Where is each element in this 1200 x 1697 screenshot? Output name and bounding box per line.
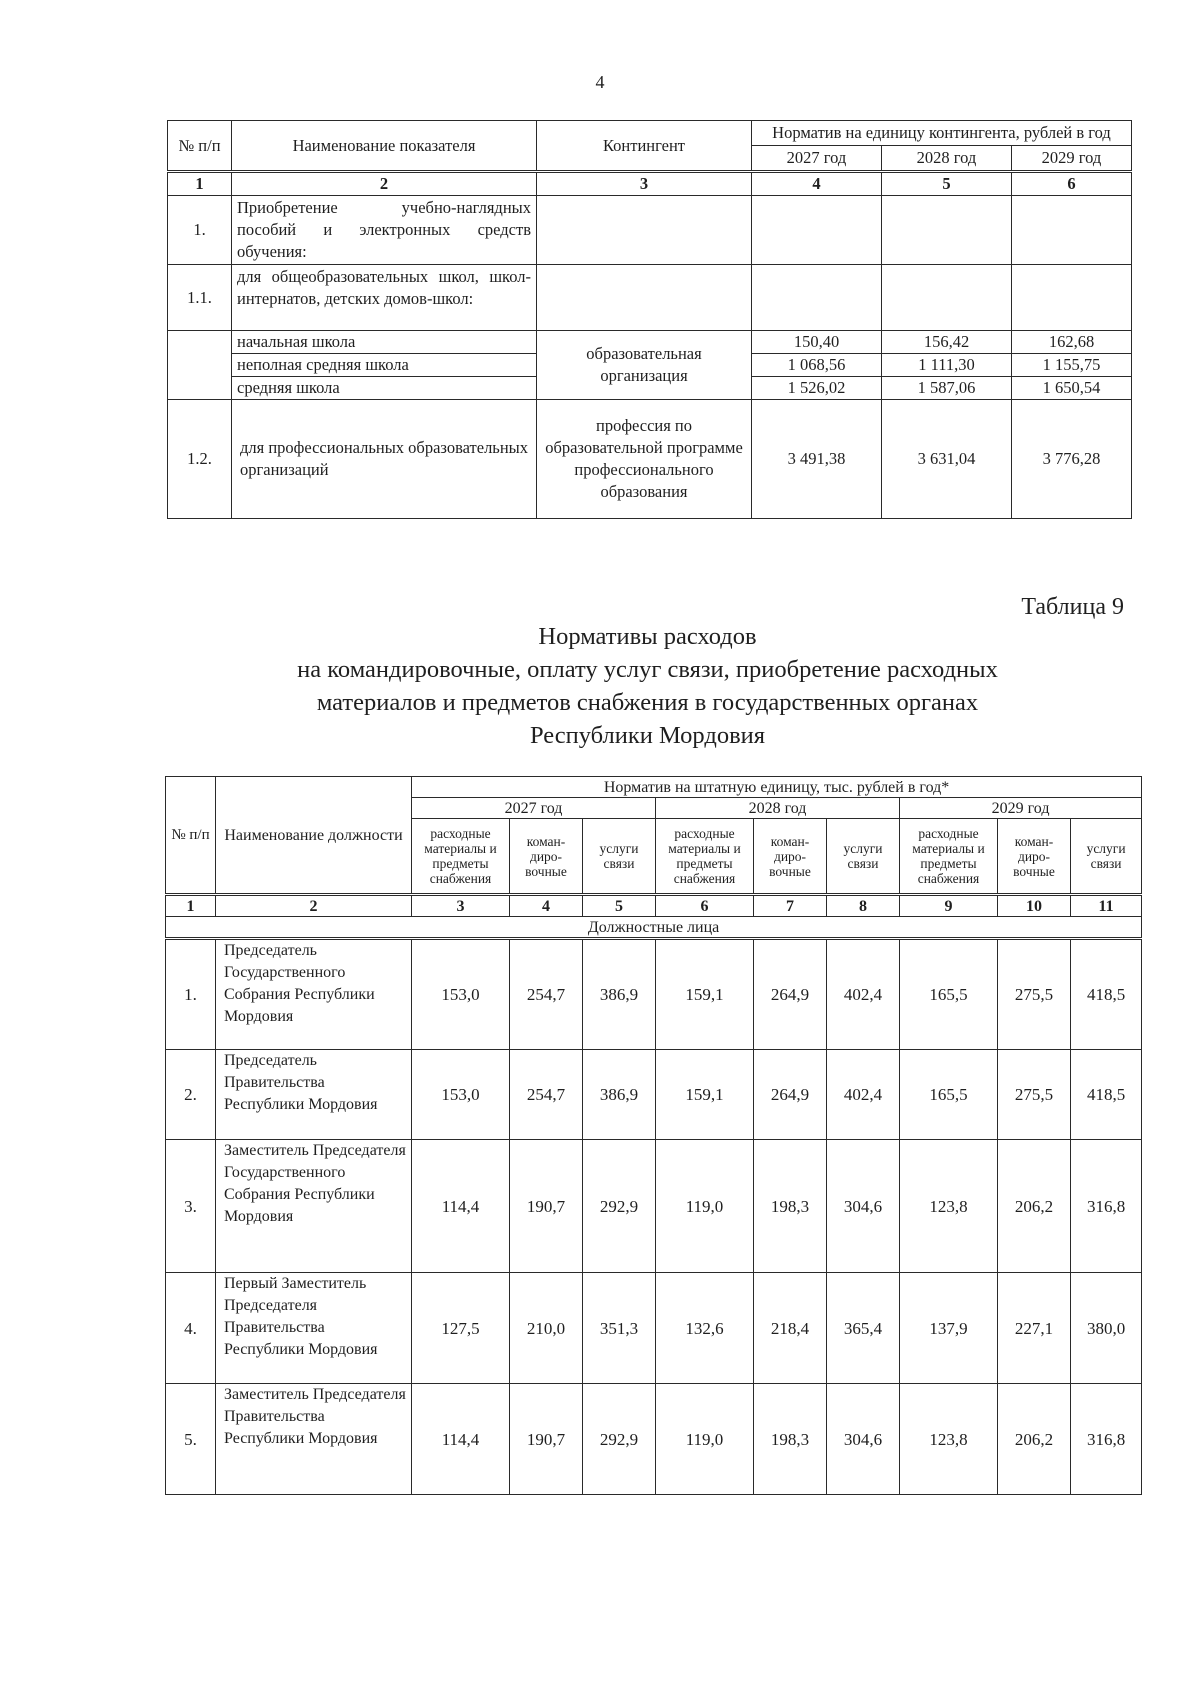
school-name: средняя школа (232, 377, 537, 400)
normative-value: 316,8 (1071, 1384, 1142, 1495)
table-row (168, 265, 1132, 331)
table-row (166, 1050, 1142, 1140)
row-value: 3 776,28 (1012, 400, 1132, 519)
normative-value: 132,6 (656, 1273, 754, 1384)
normative-value: 264,9 (754, 939, 827, 1050)
normative-value: 316,8 (1071, 1140, 1142, 1273)
title-line: Нормативы расходов (538, 623, 757, 650)
normative-value: 114,4 (412, 1140, 510, 1273)
school-value: 1 526,02 (752, 377, 882, 400)
row-num: 4. (166, 1273, 216, 1384)
section-row (166, 917, 1142, 939)
column-number: 10 (998, 895, 1071, 917)
position-name: Председатель Государственного Собрания Республики Мордовия (216, 939, 412, 1050)
normative-value: 165,5 (900, 939, 998, 1050)
school-value: 162,68 (1012, 331, 1132, 354)
row-value (882, 196, 1012, 265)
normative-value: 159,1 (656, 1050, 754, 1140)
table-row (166, 939, 1142, 1050)
row-num: 5. (166, 1384, 216, 1495)
column-number: 3 (537, 172, 752, 196)
column-number: 3 (412, 895, 510, 917)
normative-value: 292,9 (583, 1384, 656, 1495)
title-line: Республики Мордовия (529, 722, 766, 749)
row-num: 1. (166, 939, 216, 1050)
row-num: 2. (166, 1050, 216, 1140)
column-number: 6 (1012, 172, 1132, 196)
row-num (168, 331, 232, 400)
school-value: 156,42 (882, 331, 1012, 354)
normative-value: 402,4 (827, 1050, 900, 1140)
header-indicator: Наименование показателя (232, 121, 537, 172)
row-value (1012, 196, 1132, 265)
header-communication: услуги связи (1071, 819, 1142, 895)
normative-value: 275,5 (998, 939, 1071, 1050)
table-row (166, 1273, 1142, 1384)
normative-value: 418,5 (1071, 939, 1142, 1050)
normative-value: 127,5 (412, 1273, 510, 1384)
header-year: 2028 год (882, 146, 1012, 172)
normative-value: 114,4 (412, 1384, 510, 1495)
header-year: 2029 год (900, 798, 1142, 819)
normative-value: 153,0 (412, 939, 510, 1050)
header-travel: коман-диро-вочные (510, 819, 583, 895)
column-numbers-row (168, 172, 1132, 196)
column-number: 4 (752, 172, 882, 196)
expense-normatives-table (165, 776, 1142, 1495)
normative-value: 386,9 (583, 939, 656, 1050)
normative-value: 292,9 (583, 1140, 656, 1273)
row-name: Приобретение учебно-наглядных пособий и электронных средств обучения: (232, 196, 537, 265)
table-row (168, 331, 1132, 354)
header-communication: услуги связи (583, 819, 656, 895)
row-value: 3 631,04 (882, 400, 1012, 519)
normative-value: 123,8 (900, 1140, 998, 1273)
header-normative: Норматив на штатную единицу, тыс. рублей в год* (412, 777, 1142, 798)
column-number: 7 (754, 895, 827, 917)
table-row (166, 1384, 1142, 1495)
normative-value: 165,5 (900, 1050, 998, 1140)
school-name: начальная школа (232, 331, 537, 354)
header-communication: услуги связи (827, 819, 900, 895)
school-value: 1 155,75 (1012, 354, 1132, 377)
normative-value: 123,8 (900, 1384, 998, 1495)
column-number: 2 (232, 172, 537, 196)
normative-value: 402,4 (827, 939, 900, 1050)
normative-value: 264,9 (754, 1050, 827, 1140)
normative-value: 159,1 (656, 939, 754, 1050)
header-position: Наименование должности (216, 777, 412, 895)
normative-value: 351,3 (583, 1273, 656, 1384)
school-value: 1 111,30 (882, 354, 1012, 377)
school-value: 1 587,06 (882, 377, 1012, 400)
title-line: на командировочные, оплату услуг связи, приобретение расходных (297, 656, 998, 683)
column-number: 8 (827, 895, 900, 917)
column-number: 2 (216, 895, 412, 917)
column-number: 4 (510, 895, 583, 917)
header-num: № п/п (168, 121, 232, 172)
section-label: Должностные лица (166, 917, 1142, 939)
header-year: 2027 год (752, 146, 882, 172)
school-contingent: образовательная организация (537, 331, 752, 400)
row-num: 1.2. (168, 400, 232, 519)
position-name: Председатель Правительства Республики Мордовия (216, 1050, 412, 1140)
header-contingent: Контингент (537, 121, 752, 172)
table-row (166, 1140, 1142, 1273)
school-value: 1 650,54 (1012, 377, 1132, 400)
header-travel: коман-диро-вочные (754, 819, 827, 895)
positions-body (166, 939, 1142, 1495)
school-value: 1 068,56 (752, 354, 882, 377)
row-contingent: профессия по образовательной программе профессионального образования (537, 400, 752, 519)
row-num: 3. (166, 1140, 216, 1273)
normative-value: 119,0 (656, 1140, 754, 1273)
normative-value: 365,4 (827, 1273, 900, 1384)
position-name: Заместитель Председателя Государственного Собрания Республики Мордовия (216, 1140, 412, 1273)
row-num: 1. (168, 196, 232, 265)
normative-value: 418,5 (1071, 1050, 1142, 1140)
row-contingent (537, 265, 752, 331)
normative-value: 304,6 (827, 1140, 900, 1273)
normative-value: 190,7 (510, 1140, 583, 1273)
school-value: 150,40 (752, 331, 882, 354)
row-num: 1.1. (168, 265, 232, 331)
header-num: № п/п (166, 777, 216, 895)
table-label: Таблица 9 (1021, 594, 1124, 620)
row-value (752, 196, 882, 265)
header-materials: расходные материалы и предметы снабжения (412, 819, 510, 895)
title-line: материалов и предметов снабжения в государственных органах (316, 689, 979, 716)
column-number: 1 (168, 172, 232, 196)
normative-value: 137,9 (900, 1273, 998, 1384)
normative-value: 254,7 (510, 1050, 583, 1140)
row-name: для профессиональных образовательных организаций (232, 400, 537, 519)
position-name: Заместитель Председателя Правительства Республики Мордовия (216, 1384, 412, 1495)
normative-value: 119,0 (656, 1384, 754, 1495)
row-value (1012, 265, 1132, 331)
column-number: 9 (900, 895, 998, 917)
row-value (882, 265, 1012, 331)
table-title (0, 620, 1200, 752)
normative-value: 275,5 (998, 1050, 1071, 1140)
header-materials: расходные материалы и предметы снабжения (900, 819, 998, 895)
column-number: 1 (166, 895, 216, 917)
normative-value: 153,0 (412, 1050, 510, 1140)
row-value: 3 491,38 (752, 400, 882, 519)
normative-value: 206,2 (998, 1140, 1071, 1273)
table-row (168, 196, 1132, 265)
normative-value: 227,1 (998, 1273, 1071, 1384)
column-number: 5 (583, 895, 656, 917)
table-row (168, 400, 1132, 519)
row-contingent (537, 196, 752, 265)
normative-value: 254,7 (510, 939, 583, 1050)
header-materials: расходные материалы и предметы снабжения (656, 819, 754, 895)
normative-value: 380,0 (1071, 1273, 1142, 1384)
column-numbers-row (166, 895, 1142, 917)
header-normative: Норматив на единицу контингента, рублей в год (752, 121, 1132, 146)
row-value (752, 265, 882, 331)
header-travel: коман-диро-вочные (998, 819, 1071, 895)
header-year: 2029 год (1012, 146, 1132, 172)
position-name: Первый Заместитель Председателя Правительства Республики Мордовия (216, 1273, 412, 1384)
normative-value: 190,7 (510, 1384, 583, 1495)
header-year: 2027 год (412, 798, 656, 819)
education-materials-table (167, 120, 1132, 519)
normative-value: 206,2 (998, 1384, 1071, 1495)
column-number: 11 (1071, 895, 1142, 917)
column-number: 6 (656, 895, 754, 917)
normative-value: 304,6 (827, 1384, 900, 1495)
normative-value: 198,3 (754, 1140, 827, 1273)
normative-value: 198,3 (754, 1384, 827, 1495)
row-name: для общеобразовательных школ, школ-интернатов, детских домов-школ: (232, 265, 537, 331)
column-number: 5 (882, 172, 1012, 196)
normative-value: 386,9 (583, 1050, 656, 1140)
page-number: 4 (595, 72, 605, 92)
normative-value: 210,0 (510, 1273, 583, 1384)
normative-value: 218,4 (754, 1273, 827, 1384)
school-name: неполная средняя школа (232, 354, 537, 377)
header-year: 2028 год (656, 798, 900, 819)
